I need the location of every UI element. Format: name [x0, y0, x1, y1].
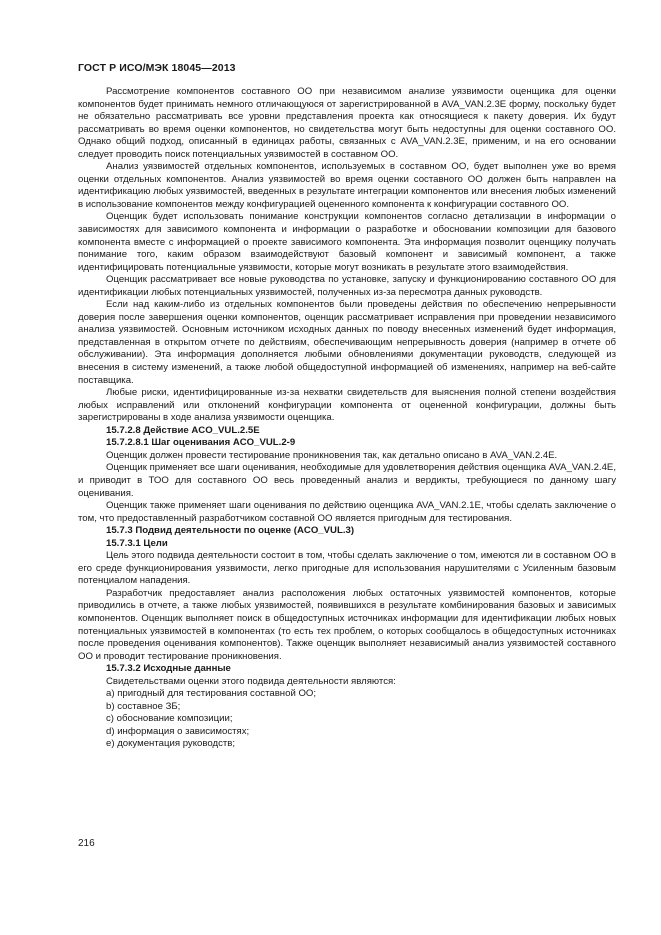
list-item: c) обоснование композиции;: [106, 713, 233, 725]
paragraph: Если над каким-либо из отдельных компонентов были проведены действия по обеспечению непрерывности доверия после завершения оценки компонентов, оценщик рассматривает исправления при проведении независимого анализа уязвимостей. Основным источником исходных данных по поводу внесенных изменений будет информация, представленная в открытом отчете по действиям, обеспечивающим непрерывность доверия (например в отчете об обслуживании). Эта информация дополняется любыми обновлениями документации руководств, следующей из внесения в систему изменений, а также любой общедоступной информацией об изменениях, например на веб-сайте поставщика.: [78, 299, 616, 386]
page-header: ГОСТ Р ИСО/МЭК 18045—2013: [78, 62, 236, 74]
paragraph: Анализ уязвимостей отдельных компонентов, используемых в составном ОО, будет выполнен уже во время оценки отдельных компонентов. Анализ уязвимостей во время оценки составного ОО должен быть направлен на идентификацию любых уязвимостей, введенных в результате интеграции компонентов или внесения любых изменений в использование компонентов между конфигурацией оцененного компонента к конфигурации составного ОО.: [78, 161, 616, 210]
paragraph: Разработчик предоставляет анализ расположения любых остаточных уязвимостей компонентов, которые приводились в отчете, а также любых уязвимостей, появившихся в результате комбинирования базовых и зависимых компонентов. Оценщик выполняет поиск в общедоступных источниках информации для идентификации любых новых потенциальных уязвимостей в компонентах (то есть тех проблем, о которых сообщалось в общедоступных источниках после проведения оценивания компонентов). Также оценщик выполняет независимый анализ уязвимостей составного ОО и проводит тестирование проникновения.: [78, 587, 616, 662]
section-heading: 15.7.3.2 Исходные данные: [106, 663, 231, 675]
list-item: a) пригодный для тестирования составной ОО;: [106, 688, 317, 700]
section-heading: 15.7.3 Подвид деятельности по оценке (ACO_VUL.3): [106, 525, 355, 537]
section-heading: 15.7.3.1 Цели: [106, 537, 168, 549]
list-item: d) информация о зависимостях;: [106, 725, 250, 737]
paragraph: Рассмотрение компонентов составного ОО при независимом анализе уязвимости оценщика для оценки компонентов будет принимать немного отличающуюся от зарегистрированной в AVA_VAN.2.3E форму, поскольку будет не обязательно рассматривать все уровни представления проекта как относящиеся к пакету доверия. Их будут рассматривать во время оценки компонентов, но свидетельства могут быть недоступны для оценки составного ОО. Однако общий подход, описанный в единицах работы, связанных с AVA_VAN.2.3E, применим, и на его основании следует проводить поиск потенциальных уязвимостей в составном ОО.: [78, 86, 616, 160]
paragraph: Оценщик применяет все шаги оценивания, необходимые для удовлетворения действия оценщика AVA_VAN.2.4E, и приводит в ТОО для составного ОО весь проведенный анализ и вердикты, требующиеся по данному шагу оценивания.: [78, 462, 616, 499]
section-heading: 15.7.2.8.1 Шаг оценивания ACO_VUL.2-9: [106, 437, 296, 449]
paragraph: Оценщик должен провести тестирование проникновения так, как детально описано в AVA_VAN.2.4E.: [106, 449, 558, 461]
page-content: [78, 86, 616, 751]
paragraph: Оценщик будет использовать понимание конструкции компонентов согласно детализации в информации о зависимостях для зависимого компонента и информации о разработке и обосновании композиции для базового компонента вместе с информацией о проекте зависимого компонента. Эта информация позволит оценщику получать понимание того, каким образом взаимодействуют базовый компонент и зависимый компонент, а также идентифицировать потенциальные уязвимости, которые могут возникать в результате этого взаимодействия.: [78, 211, 616, 273]
paragraph: Оценщик рассматривает все новые руководства по установке, запуску и функционированию составного ОО для идентификации любых потенциальных уязвимостей, полученных из-за пересмотра данных руководств.: [78, 274, 616, 298]
page-number: 216: [78, 838, 95, 849]
paragraph: Оценщик также применяет шаги оценивания по действию оценщика AVA_VAN.2.1E, чтобы сделать заключение о том, что предоставленный разработчиком составной ОО является пригодным для тестирования.: [78, 500, 616, 524]
list-item: e) документация руководств;: [106, 738, 236, 750]
list-intro: Свидетельствами оценки этого подвида деятельности являются:: [106, 675, 396, 687]
list-item: b) составное ЗБ;: [106, 700, 181, 712]
section-heading: 15.7.2.8 Действие ACO_VUL.2.5E: [106, 424, 260, 436]
paragraph: Цель этого подвида деятельности состоит в том, чтобы сделать заключение о том, имеются ли в составном ОО в его среде функционирования уязвимости, легко пригодные для использования нарушителями с Усиленным базовым потенциалом нападения.: [78, 550, 616, 587]
paragraph: Любые риски, идентифицированные из-за нехватки свидетельств для выяснения полной степени воздействия любых исправлений или отклонений конфигурации компонента от оцененной конфигурации, должны быть зарегистрированы в ходе анализа уязвимости оценщика.: [78, 387, 616, 424]
